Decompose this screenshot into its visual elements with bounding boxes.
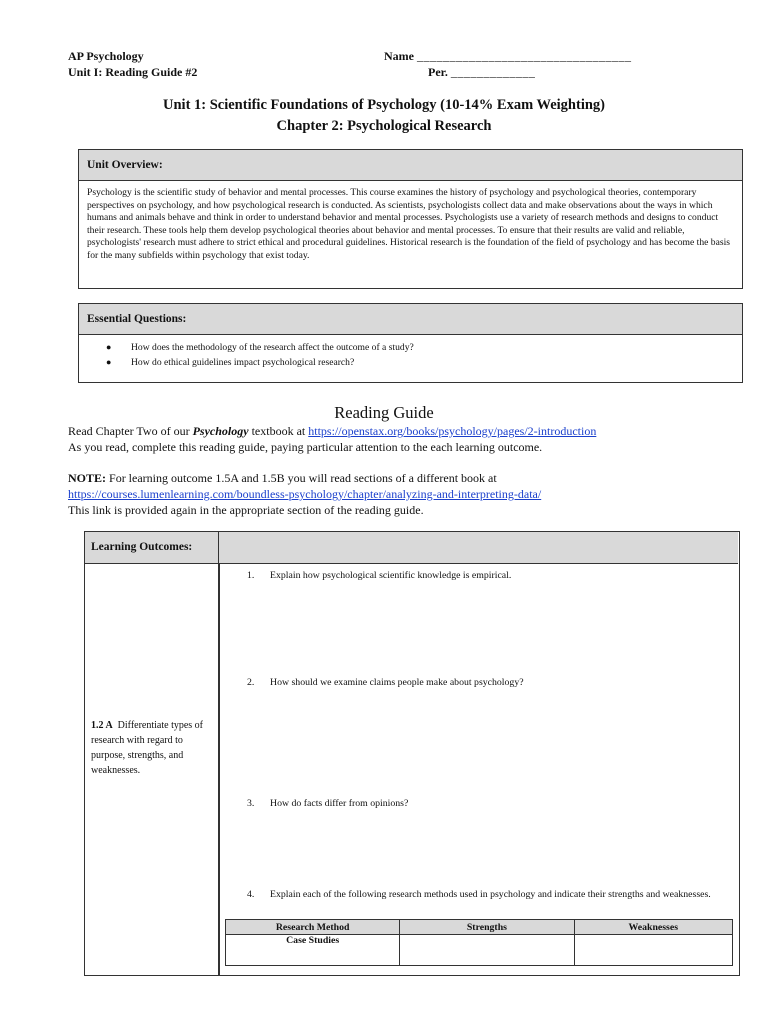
course-name: AP Psychology <box>68 49 144 63</box>
reading-guide-title: Reading Guide <box>334 403 434 422</box>
bullet-icon: ● <box>106 357 112 367</box>
weaknesses-cell[interactable] <box>574 935 732 966</box>
header-left <box>68 48 197 80</box>
unit-overview-text: Psychology is the scientific study of behavior and mental processes. This course examines the history of psychology and psychological theories, contemporary perspectives on psychology, and how psychological research is conducted. As scientists, psychologists collect data and make observations about the ways in which humans and animals behave and think in order to understand behavior and mental processes. Psychologists use a variety of research methods and designs to conduct their research. These tools help them develop psychological theories about behavior and mental processes. To ensure that their results are valid and reliable, psychologists' research must adhere to strict ethical and procedural guidelines. Historical research is the foundation of the field of psychology and has become the basis for the many subfields within psychology that exist today. <box>87 187 730 261</box>
column-header: Weaknesses <box>574 920 732 935</box>
outcome-code: 1.2 A <box>91 720 113 731</box>
list-item: ● How does the methodology of the research affect the outcome of a study? <box>106 342 414 353</box>
column-divider <box>218 563 220 975</box>
learning-outcomes-header-row <box>85 532 738 564</box>
learning-outcomes-table <box>84 531 740 976</box>
table-row <box>226 935 733 966</box>
essential-questions-heading: Essential Questions: <box>79 304 742 335</box>
textbook-title: Psychology <box>192 424 249 438</box>
research-method-cell: Case Studies <box>226 935 400 966</box>
research-methods-table <box>225 919 733 966</box>
question-2[interactable]: 2. How should we examine claims people make about psychology? <box>247 677 524 688</box>
column-header: Research Method <box>226 920 400 935</box>
bullet-icon: ● <box>106 342 112 352</box>
question-4[interactable]: 4. Explain each of the following research methods used in psychology and indicate their strengths and weaknesses. <box>247 889 711 900</box>
question-3[interactable]: 3. How do facts differ from opinions? <box>247 798 409 809</box>
note-label: NOTE: <box>68 471 107 485</box>
list-item: ● How do ethical guidelines impact psychological research? <box>106 357 355 368</box>
strengths-cell[interactable] <box>400 935 574 966</box>
note-paragraph: NOTE: For learning outcome 1.5A and 1.5B you will read sections of a different book at https://courses.lumenlearning.com/boundless-psychology/chapter/analyzing-and-interpreting-data/ This link is provided again in the appropriate section of the reading guide. <box>68 471 542 517</box>
unit-overview-heading: Unit Overview: <box>79 150 742 181</box>
unit-overview-box <box>78 149 743 289</box>
reading-instructions: Read Chapter Two of our Psychology textbook at https://openstax.org/books/psychology/pages/2-introduction As you read, complete this reading guide, paying particular attention to the each learning outcome. <box>68 424 597 454</box>
name-label: Name <box>384 49 414 63</box>
name-blank[interactable]: _________________________________ <box>417 49 632 63</box>
name-line <box>384 48 632 64</box>
chapter-title: Chapter 2: Psychological Research <box>276 118 492 134</box>
lumen-learning-link[interactable]: https://courses.lumenlearning.com/boundless-psychology/chapter/analyzing-and-interpreting-data/ <box>68 487 542 501</box>
period-label: Per. <box>428 65 448 79</box>
openstax-link[interactable]: https://openstax.org/books/psychology/pages/2-introduction <box>308 424 597 438</box>
column-header: Strengths <box>400 920 574 935</box>
outcome-text: Differentiate types of research with regard to purpose, strengths, and weaknesses. <box>91 720 204 776</box>
unit-guide-label: Unit I: Reading Guide #2 <box>68 65 198 79</box>
learning-outcomes-heading: Learning Outcomes: <box>85 532 219 563</box>
question-1[interactable]: 1. Explain how psychological scientific knowledge is empirical. <box>247 570 512 581</box>
period-line <box>384 64 632 80</box>
table-header-row <box>226 920 733 935</box>
learning-outcome-1-2a <box>91 718 215 778</box>
header-right <box>384 48 632 80</box>
unit-title: Unit 1: Scientific Foundations of Psychology (10-14% Exam Weighting) <box>163 97 605 113</box>
essential-questions-box <box>78 303 743 383</box>
essential-questions-list <box>79 335 742 370</box>
period-blank[interactable]: _____________ <box>450 65 536 79</box>
